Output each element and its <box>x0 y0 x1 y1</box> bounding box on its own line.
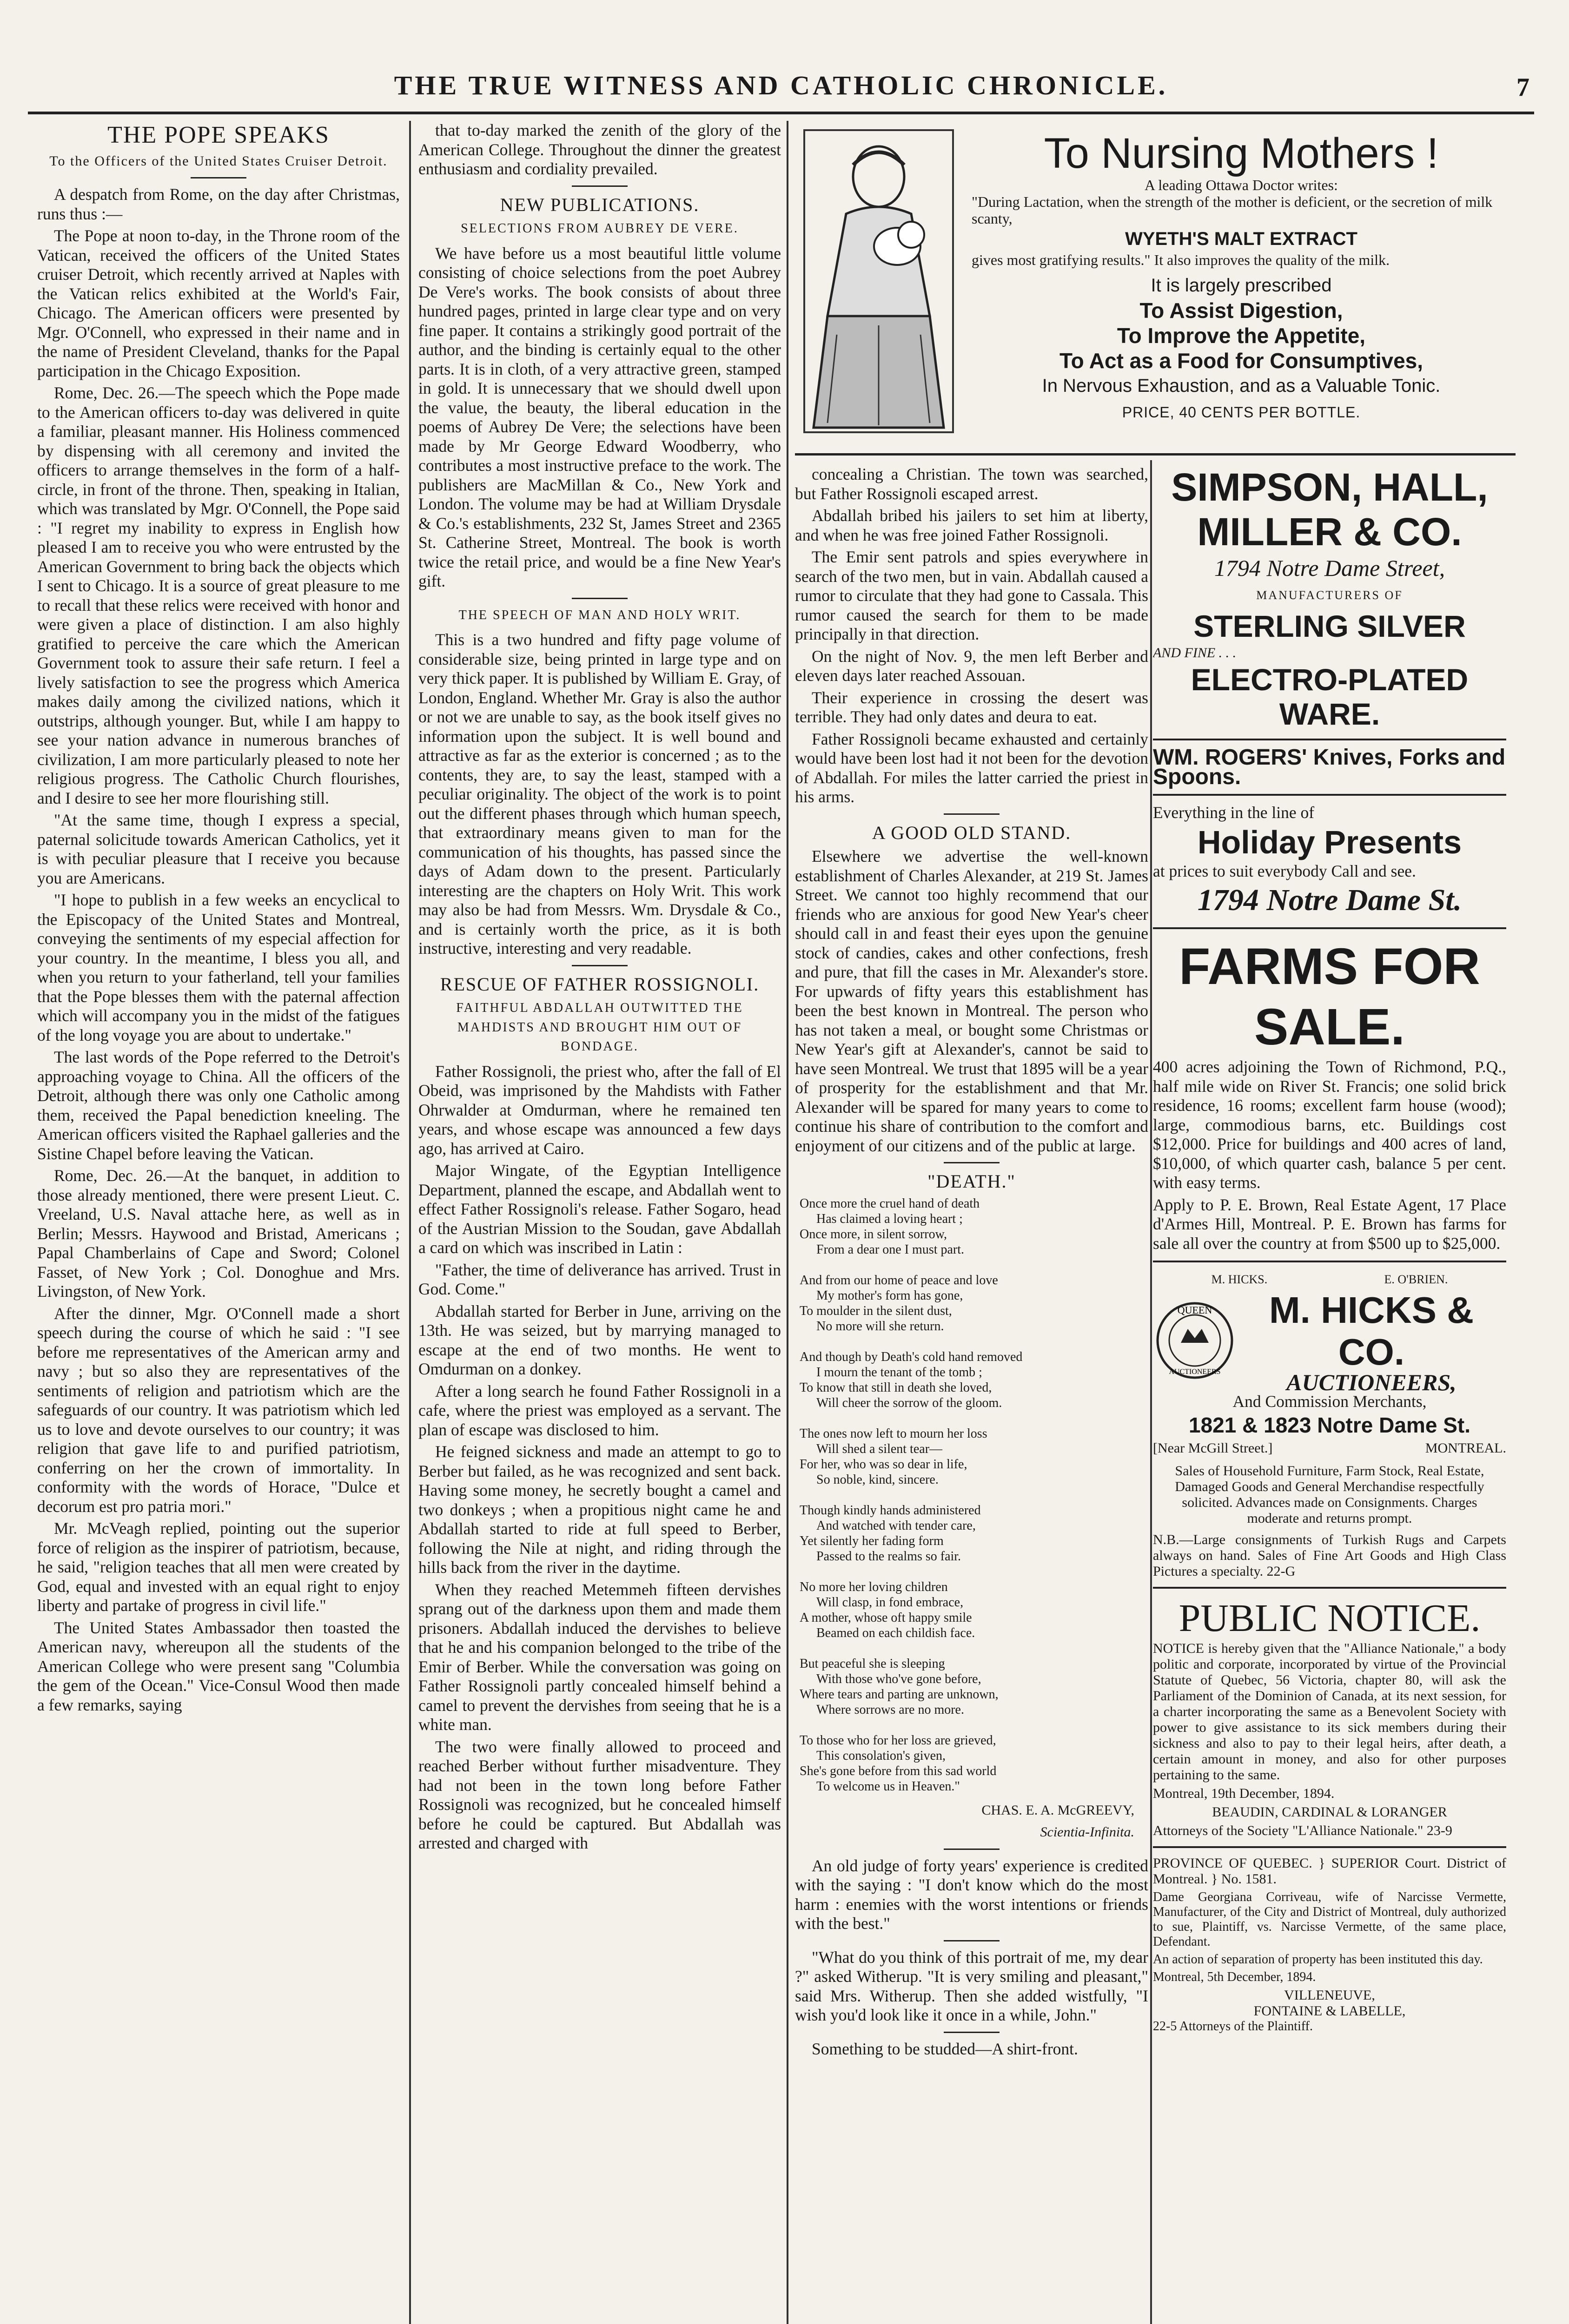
ad-address: 1821 & 1823 Notre Dame St. <box>1189 1413 1470 1437</box>
divider <box>1153 739 1506 740</box>
poem-line: The ones now left to mourn her loss <box>800 1426 987 1441</box>
paragraph: BEAUDIN, CARDINAL & LORANGER <box>1212 1804 1447 1820</box>
paragraph: The last words of the Pope referred to the Detroit's approaching voyage to China. All the officers of the Detroit, although there was only one Catholic among them, received the Papal benediction kneeling. The American officers visited the Raphael galleries and the Sistine Chapel before leaving the Vatican. <box>37 1048 400 1163</box>
divider <box>795 453 1516 456</box>
ad-nursing-mothers <box>795 121 1516 446</box>
ad-line: In Nervous Exhaustion, and as a Valuable Tonic. <box>1042 376 1441 396</box>
paragraph: An action of separation of property has been instituted this day. <box>1153 1952 1483 1967</box>
kicker: THE SPEECH OF MAN AND HOLY WRIT. <box>458 607 741 622</box>
subhead: To the Officers of the United States Cruiser Detroit. <box>49 153 388 169</box>
poem-line: Has claimed a loving heart ; <box>816 1211 963 1226</box>
divider <box>944 1940 1000 1941</box>
column-publications <box>418 121 781 2324</box>
divider <box>191 177 246 178</box>
poem-line: Once more, in silent sorrow, <box>800 1227 947 1241</box>
ad-line: To Assist Digestion, <box>1139 298 1343 323</box>
paragraph: NOTICE is hereby given that the "Alliance Nationale," a body politic and corporate, incorporated by virtue of the Provincial Statute of Quebec, 56 Victoria, chapter 80, will ask the Parliament of the Dominion of Canada, at its next session, for a charter incorporating the same as a Benevolent Society with power to give assistance to its sick members during their sickness and also to pay to their legal heirs, after death, a certain amount in money, and also for other purposes pertaining to the same. <box>1153 1641 1506 1783</box>
ad-location <box>1153 1439 1506 1458</box>
poem-line: To those who for her loss are grieved, <box>800 1733 996 1748</box>
paragraph: that to-day marked the zenith of the glory of the American College. Throughout the dinner the greatest enthusiasm and cordiality prevailed. <box>418 121 781 178</box>
ad-sterling: STERLING SILVER <box>1193 608 1466 643</box>
poem-signature: Scientia-Infinita. <box>1040 1824 1134 1840</box>
paragraph: The Pope at noon to-day, in the Throne room of the Vatican, received the officers of the United States cruiser Detroit, which recently arrived at Naples with the Vatican relics exhibited at the World's Fair, Chicago. The American officers were presented by Mgr. O'Connell, who expressed in their name and in the name of President Cleveland, thanks for the Papal participation in the Chicago Exposition. <box>37 226 400 380</box>
ad-text: MONTREAL. <box>1425 1440 1506 1456</box>
paragraph: 22-5 Attorneys of the Plaintiff. <box>1153 2019 1313 2034</box>
column-rule <box>1150 460 1152 2324</box>
paragraph: Dame Georgiana Corriveau, wife of Narcisse Vermette, Manufacturer, of the City and District of Montreal, duly authorized to sue, Plaintiff, vs. Narcisse Vermette, of the same place, Defendant. <box>1153 1890 1506 1949</box>
ad-holiday: Holiday Presents <box>1198 824 1462 860</box>
poem-line: Will shed a silent tear— <box>816 1441 943 1456</box>
paragraph: The two were finally allowed to proceed and reached Berber without further misadventure. They had not been in the town long before Father Rossignoli was recognized, but he concealed himself before he could be captured. But Abdallah was arrested and charged with <box>418 1737 781 1852</box>
paragraph: An old judge of forty years' experience is credited with the saying : "I don't know which do the most harm : enemies with the worst intentions or friends with the best." <box>795 1856 1148 1933</box>
ad-line: It is largely prescribed <box>1151 275 1332 296</box>
paragraph: On the night of Nov. 9, the men left Berber and eleven days later reached Assouan. <box>795 647 1148 685</box>
divider <box>944 2032 1000 2033</box>
headline-good-old-stand: A GOOD OLD STAND. <box>872 822 1072 843</box>
ad-lead: A leading Ottawa Doctor writes: <box>1145 177 1338 193</box>
ad-rogers: WM. ROGERS' Knives, Forks and Spoons. <box>1153 745 1506 789</box>
ad-hicks <box>1153 1289 1506 1393</box>
paragraph: Montreal, 19th December, 1894. <box>1153 1786 1335 1801</box>
column-news <box>795 465 1148 2324</box>
headline-death: "DEATH." <box>927 1171 1016 1192</box>
divider <box>944 1849 1000 1850</box>
ad-text: Everything in the line of <box>1153 803 1315 822</box>
newspaper-title: THE TRUE WITNESS AND CATHOLIC CHRONICLE. <box>394 70 1168 100</box>
paragraph: A despatch from Rome, on the day after Christmas, runs thus :— <box>37 185 400 223</box>
paragraph: The Emir sent patrols and spies everywhere in search of the two men, but in vain. Abdallah caused a rumor to circulate that they had gone to Cassala. This rumor caused the search for them to be made principally in that direction. <box>795 548 1148 643</box>
poem-line: To know that still in death she loved, <box>800 1380 992 1395</box>
paragraph: Abdallah started for Berber in June, arriving on the 13th. He was seized, but by marrying managed to escape at the end of two months. He went to Omdurman on a donkey. <box>418 1301 781 1378</box>
divider <box>944 813 1000 815</box>
paragraph: concealing a Christian. The town was searched, but Father Rossignoli escaped arrest. <box>795 465 1148 503</box>
poem-line: Though kindly hands administered <box>800 1503 981 1518</box>
paragraph: After the dinner, Mgr. O'Connell made a short speech during the course of which he said : "I see before me representatives of the American army and navy ; but so also they are representatives of the sentiments of religion and patriotism which are the safeguards of our country. It was patriotism which led us to love and devote ourselves to our country; it was religion that gave life to and purified patriotism, conferring on her the crown of immortality. In conformity with the words of Horace, "Dulce et decorum est pro patria mori." <box>37 1304 400 1516</box>
paragraph: After a long search he found Father Rossignoli in a cafe, where the priest was employed as a servant. The plan of escape was disclosed to him. <box>418 1381 781 1439</box>
paragraph: Rome, Dec. 26.—The speech which the Pope made to the American officers to-day was delivered in quite a familiar, pleasant manner. His Holiness commenced by dispensing with all ceremony and invited the officers to arrange themselves in the form of a half-circle, in front of the throne. Then, speaking in Italian, which was translated by Mgr. O'Connell, the Pope said : "I regret my inability to express in English how pleased I am to receive you who were entrusted by the American Government to bring back the objects which I sent to Chicago. It is a source of great pleasure to me to recall that these relics were received with honor and were given a place of distinction. I am also highly gratified to perceive the care which the American Government took to assure their safe return. I feel a lively satisfaction to see the progress which America makes daily among the civilized nations, which it outstrips, although younger. But, while I am happy to see your nation advance in numerous branches of civilization, I am more particularly pleased to note her religious progress. The Catholic Church flourishes, and I desire to see her more flourishing still. <box>37 383 400 807</box>
paragraph: "Father, the time of deliverance has arrived. Trust in God. Come." <box>418 1260 781 1298</box>
paragraph: Something to be studded—A shirt-front. <box>812 2039 1078 2058</box>
divider <box>572 598 628 599</box>
divider <box>1153 1587 1506 1589</box>
poem-signature: CHAS. E. A. McGREEVY, <box>981 1802 1134 1818</box>
paragraph: PROVINCE OF QUEBEC. } SUPERIOR Court. District of Montreal. } No. 1581. <box>1153 1855 1506 1887</box>
paragraph: Major Wingate, of the Egyptian Intelligence Department, planned the escape, and Abdallah went to effect Father Rossignoli's release. Father Sogaro, head of the Austrian Mission to the Soudan, gave Abdallah a card on which was inscribed in Latin : <box>418 1161 781 1257</box>
ad-hicks-name: M. HICKS & CO. <box>1269 1289 1474 1373</box>
paragraph: Their experience in crossing the desert was terrible. They had only dates and deura to eat. <box>795 688 1148 726</box>
ad-address: 1794 Notre Dame St. <box>1197 883 1462 917</box>
paragraph: "I hope to publish in a few weeks an encyclical to the Episcopacy of the United States and Montreal, conveying the sentiments of my especial affection for your country. In the meantime, I bless you all, and when you return to your fatherland, tell your families that the Pope blesses them with the paternal affection which will accompany you in the midst of the fatigues of the long voyage you are about to undertake." <box>37 891 400 1044</box>
poem-line: My mother's form has gone, <box>816 1288 963 1303</box>
paragraph: "At the same time, though I express a special, paternal solicitude towards American Catholics, yet it is with peculiar pleasure that I receive you because you are Americans. <box>37 811 400 887</box>
paragraph: The United States Ambassador then toasted the American navy, whereupon all the students of the American College who were present sang "Columbia the gem of the Ocean." Vice-Consul Wood then made a few remarks, saying <box>37 1618 400 1714</box>
poem-line: No more will she return. <box>816 1319 944 1334</box>
headline-public-notice: PUBLIC NOTICE. <box>1178 1597 1481 1640</box>
column-pope-speaks <box>37 121 400 2324</box>
divider <box>572 965 628 966</box>
poem-line: With those who've gone before, <box>816 1671 981 1686</box>
paragraph: This is a two hundred and fifty page volume of considerable size, being printed in large type and on very thick paper. It is published by William E. Gray, of London, England. Whether Mr. Gray is also the author or not we are unable to say, as the book itself gives no information upon the subject. It is well bound and attractive as far as the exterior is concerned ; as to the contents, they are, to say the least, stamped with a peculiar originality. The object of the work is to point out the different phases through which human speech, that extraordinary means given to man for the communication of his thoughts, has passed since the days of Adam down to the present. Particularly interesting are the chapters on Holy Writ. This work may also be had from Messrs. Wm. Drysdale & Co., and is certainly worth the price, as it is both instructive, interesting and very readable. <box>418 630 781 957</box>
poem-line: Where sorrows are no more. <box>816 1702 964 1717</box>
partner-name: M. HICKS. <box>1211 1273 1268 1286</box>
mother-and-child-illustration <box>795 121 962 442</box>
ad-line: To Improve the Appetite, <box>1117 324 1366 348</box>
ad-quote-end: gives most gratifying results." It also improves the quality of the milk. <box>972 251 1390 268</box>
ad-electro: ELECTRO-PLATED WARE. <box>1191 662 1469 731</box>
poem-line: To moulder in the silent dust, <box>800 1303 952 1318</box>
divider <box>1153 1846 1506 1848</box>
poem-death <box>800 1196 1148 1794</box>
seal-text: QUEEN <box>1177 1304 1212 1316</box>
poem-line: No more her loving children <box>800 1579 948 1594</box>
poem-line: And from our home of peace and love <box>800 1273 998 1287</box>
paragraph: Elsewhere we advertise the well-known establishment of Charles Alexander, at 219 St. James Street. We cannot too highly recommend that our friends who are anxious for good New Year's cheer should call in and feast their eyes upon the genuine stock of candies, cakes and other confections, fresh and pure, that fill the cases in Mr. Alexander's store. For upwards of fifty years this establishment has been the best known in Montreal. The person who has not taken a meal, or bought some Christmas or New Year's gift at Alexander's, cannot be said to have seen Montreal. We trust that 1895 will be a year of prosperity for the establishment and that Mr. Alexander will be spared for many years to come to continue his share of contribution to the comfort and enjoyment of our citizens and of the public at large. <box>795 847 1148 1155</box>
ad-line: To Act as a Food for Consumptives, <box>1059 349 1423 373</box>
ad-simpson: SIMPSON, HALL, <box>1171 465 1488 509</box>
poem-line: Yet silently her fading form <box>800 1533 944 1548</box>
ad-text: And Commission Merchants, <box>1232 1392 1427 1411</box>
poem-line: Will clasp, in fond embrace, <box>816 1595 964 1610</box>
paragraph: Apply to P. E. Brown, Real Estate Agent, 17 Place d'Armes Hill, Montreal. P. E. Brown has farms for sale all over the country at from $500 up to $25,000. <box>1153 1195 1506 1253</box>
page-number: 7 <box>1516 73 1529 102</box>
divider <box>1153 927 1506 929</box>
ad-product: WYETH'S MALT EXTRACT <box>1125 229 1357 249</box>
paragraph: Mr. McVeagh replied, pointing out the superior force of religion as the inspirer of patriotism, because, he said, "religion teaches that all men were created by God, equal and invested with an equal right to enjoy liberty and partake of progress in civil life." <box>37 1519 400 1615</box>
paragraph: VILLENEUVE, <box>1284 1987 1375 2003</box>
kicker: SELECTIONS FROM AUBREY DE VERE. <box>461 221 739 236</box>
ad-miller: MILLER & CO. <box>1197 510 1462 554</box>
paragraph: Sales of Household Furniture, Farm Stock, Real Estate, Damaged Goods and General Merchandise respectfully solicited. Advances made on Consignments. Charges moderate and returns prompt. <box>1175 1463 1484 1526</box>
poem-line: Will cheer the sorrow of the gloom. <box>816 1395 1002 1410</box>
column-rule <box>787 121 788 2324</box>
paragraph: We have before us a most beautiful little volume consisting of choice selections from the poet Aubrey De Vere's works. The book consists of about three hundred pages, printed in large clear type and on very fine paper. It contains a strikingly good portrait of the author, and the binding is certainly equal to the other parts. It is in cloth, of a very attractive green, stamped in gold. It is unnecessary that we should dwell upon the value, the beauty, the liberal education in the poems of Aubrey De Vere; the selections have been made by Mr George Edward Woodberry, who contributes a most instructive preface to the work. The publishers are MacMillan & Co., New York and London. The volume may be had at William Drysdale & Co.'s establishments, 232 St, James Street and 2365 St. Catherine Street, Montreal. The book is worth twice the retail price, and would be a fine New Year's gift. <box>418 244 781 590</box>
paragraph: Attorneys of the Society "L'Alliance Nationale." 23-9 <box>1153 1823 1452 1838</box>
paragraph: N.B.—Large consignments of Turkish Rugs and Carpets always on hand. Sales of Fine Art Goods and High Class Pictures a specialty. 22-G <box>1153 1532 1506 1579</box>
ad-headline: To Nursing Mothers ! <box>1044 130 1439 177</box>
paragraph: Father Rossignoli, the priest who, after the fall of El Obeid, was imprisoned by the Mahdists with Father Ohrwalder at Omdurman, where he remained ten years, and whose escape was announced a few days ago, has arrived at Cairo. <box>418 1062 781 1158</box>
headline-new-publications: NEW PUBLICATIONS. <box>500 194 700 215</box>
ad-quote: "During Lactation, when the strength of the mother is deficient, or the secretion of milk scanty, <box>972 193 1493 227</box>
paragraph: Montreal, 5th December, 1894. <box>1153 1970 1316 1984</box>
poem-line: From a dear one I must part. <box>816 1242 965 1257</box>
ad-price: PRICE, 40 CENTS PER BOTTLE. <box>1122 404 1361 421</box>
poem-line: To welcome us in Heaven." <box>816 1779 960 1794</box>
kicker: FAITHFUL ABDALLAH OUTWITTED THE MAHDISTS AND BROUGHT HIM OUT OF BONDAGE. <box>456 1001 743 1054</box>
poem-line: Once more the cruel hand of death <box>800 1196 980 1211</box>
poem-line: But peaceful she is sleeping <box>800 1656 945 1671</box>
divider <box>944 1162 1000 1163</box>
poem-line: A mother, whose oft happy smile <box>800 1610 972 1625</box>
poem-line: I mourn the tenant of the tomb ; <box>816 1365 982 1380</box>
masthead <box>28 70 1534 114</box>
paragraph: Father Rossignoli became exhausted and certainly would have been lost had it not been for the devotion of Abdallah. For miles the latter carried the priest in his arms. <box>795 729 1148 806</box>
divider <box>572 185 628 187</box>
column-rule <box>409 121 411 2324</box>
seal-text: AUCTIONEERS <box>1169 1368 1221 1376</box>
poem-line: Beamed on each childish face. <box>816 1625 975 1640</box>
poem-line: She's gone before from this sad world <box>800 1763 997 1778</box>
divider <box>1153 1261 1506 1262</box>
paragraph: He feigned sickness and made an attempt to go to Berber but failed, as he was recognized and sent back. Having some money, he secretly bought a camel and two donkeys ; when a propitious night came he and Abdallah started to ride at full speed to Berber, following the Nile at night, and riding through the hills back from the river in the daytime. <box>418 1442 781 1577</box>
ad-text: [Near McGill Street.] <box>1153 1440 1273 1456</box>
ad-hicks-title: AUCTIONEERS, <box>1286 1369 1456 1395</box>
paragraph: Rome, Dec. 26.—At the banquet, in addition to those already mentioned, there were present Lieut. C. Vreeland, U.S. Naval attache here, as well as in Berlin; Messrs. Haywood and Bristad, Americans ; Papal Chamberlains of Cape and Sword; Colonel Fasset, of New York ; Col. Donoghue and Mrs. Livingston, of New York. <box>37 1166 400 1301</box>
ad-label: AND FINE . . . <box>1153 645 1237 660</box>
paragraph: 400 acres adjoining the Town of Richmond, P.Q., half mile wide on River St. Francis; one solid brick residence, 16 rooms; excellent farm house (wood); large, commodious barns, etc. Buildings cost $12,000. Price for buildings and 400 acres of land, $10,000, of which quarter cash, balance 5 per cent. with easy terms. <box>1153 1057 1506 1192</box>
ad-text: at prices to suit everybody Call and see. <box>1153 861 1416 880</box>
poem-line: And though by Death's cold hand removed <box>800 1349 1023 1364</box>
column-ads <box>1153 465 1506 2324</box>
ad-label: MANUFACTURERS OF <box>1256 588 1403 602</box>
divider <box>1153 794 1506 796</box>
poem-line: Passed to the realms so fair. <box>816 1549 961 1564</box>
poem-line: So noble, kind, sincere. <box>816 1472 939 1487</box>
poem-line: For her, who was so dear in life, <box>800 1457 967 1472</box>
paragraph: FONTAINE & LABELLE, <box>1253 2003 1406 2019</box>
paragraph: "What do you think of this portrait of me, my dear ?" asked Witherup. "It is very smiling and pleasant," said Mrs. Witherup. Then she added wistfully, "I wish you'd look like it once in a while, John." <box>795 1948 1148 2024</box>
poem-line: And watched with tender care, <box>816 1518 976 1533</box>
poem-line: Where tears and parting are unknown, <box>800 1687 999 1702</box>
poem-line: This consolation's given, <box>816 1748 946 1763</box>
headline-pope-speaks: THE POPE SPEAKS <box>107 122 330 148</box>
paragraph: Abdallah bribed his jailers to set him at liberty, and when he was free joined Father Rossignoli. <box>795 506 1148 544</box>
paragraph: When they reached Metemmeh fifteen dervishes sprang out of the darkness upon them and made them prisoners. Abdallah induced the dervishes to believe that he and his companion belonged to the tribe of the Emir of Berber. While the conversation was going on Father Rossignoli partly concealed himself behind a camel to prevent the dervishes from seeing that he is a white man. <box>418 1580 781 1734</box>
ad-farms: FARMS FOR SALE. <box>1179 938 1480 1056</box>
partners <box>1153 1270 1506 1289</box>
ad-address: 1794 Notre Dame Street, <box>1214 555 1445 581</box>
auctioneer-seal-icon <box>1153 1299 1237 1382</box>
headline-rescue: RESCUE OF FATHER ROSSIGNOLI. <box>440 973 760 995</box>
partner-name: E. O'BRIEN. <box>1384 1273 1448 1286</box>
